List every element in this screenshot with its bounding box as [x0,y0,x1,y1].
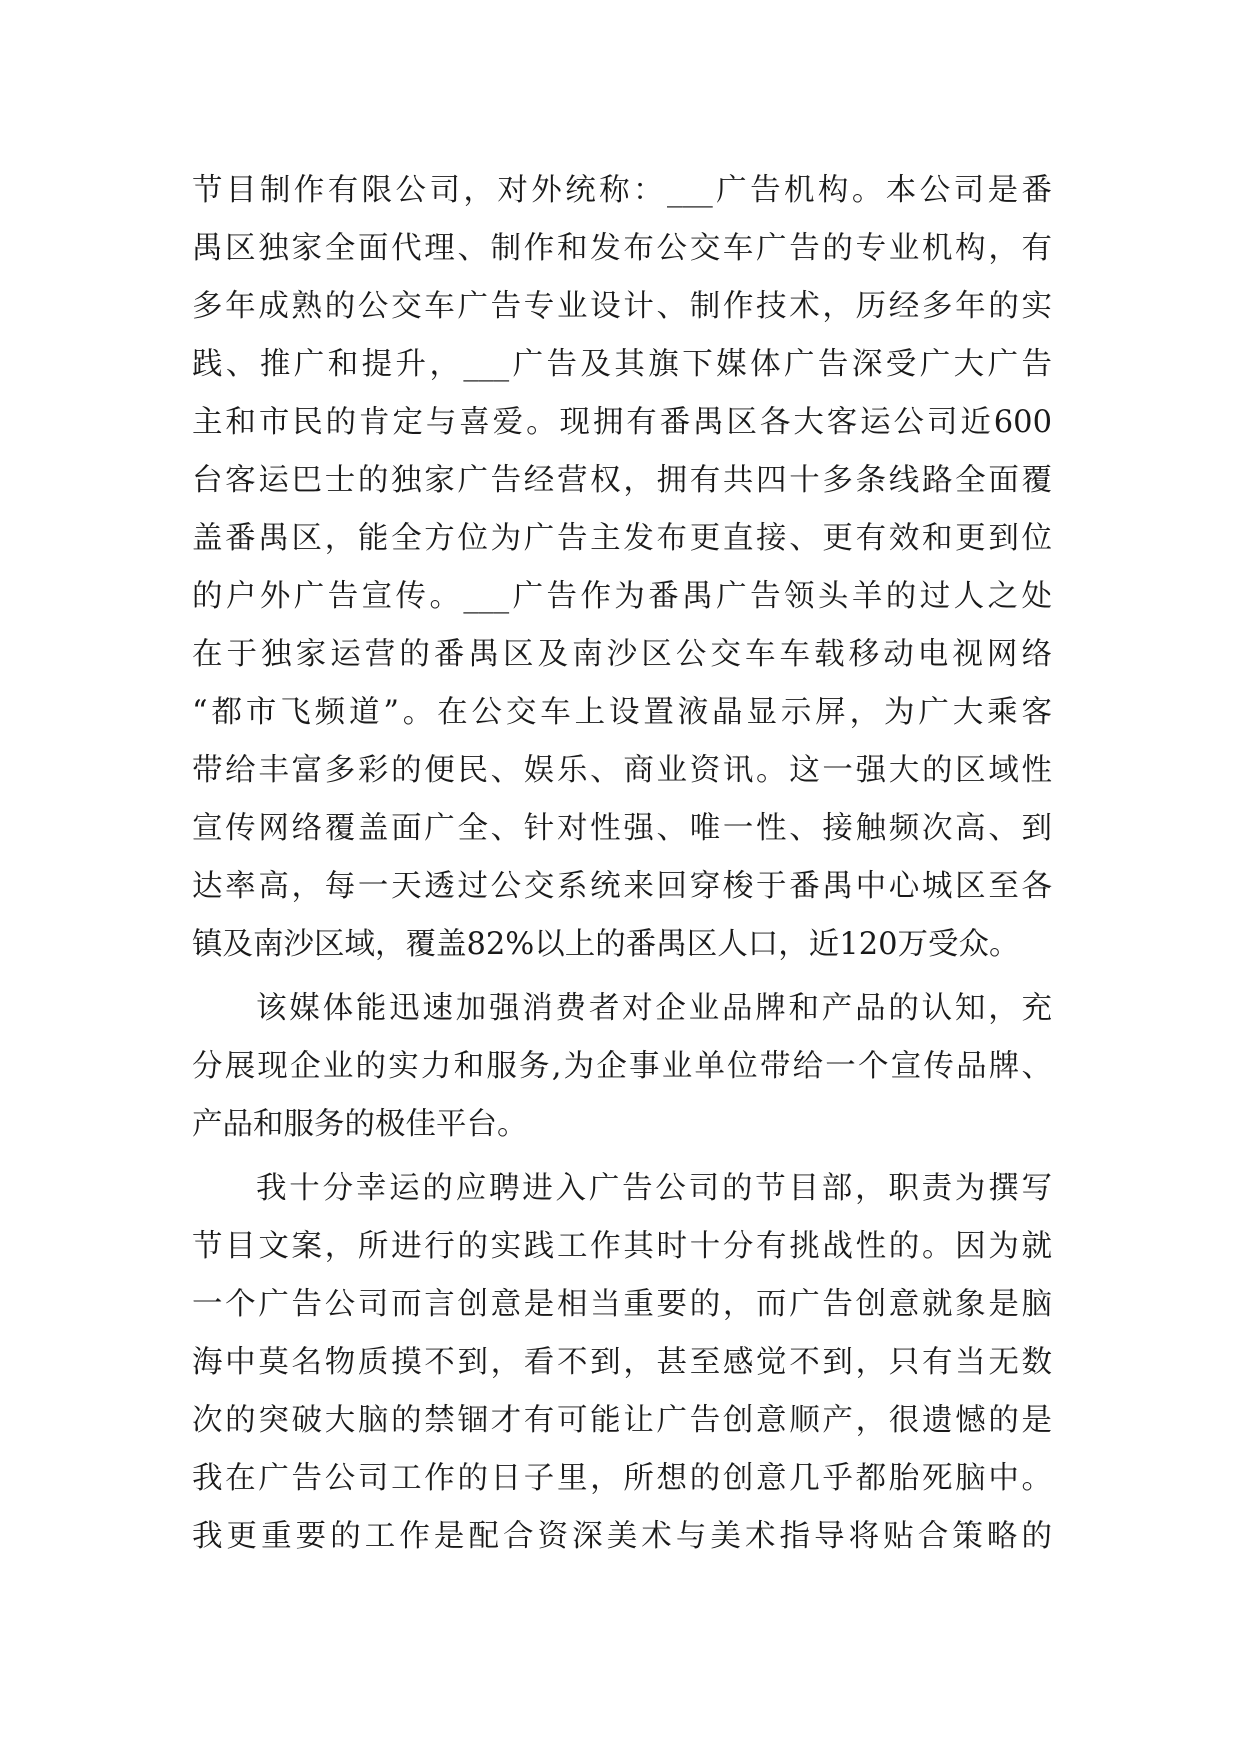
text-line: 主和市民的肯定与喜爱。现拥有番禺区各大客运公司近600 [192,405,1052,440]
text-line: 达率高，每一天透过公交系统来回穿梭于番禺中心城区至各 [192,869,1052,904]
text-line: “都市飞频道”。在公交车上设置液晶显示屏，为广大乘客 [192,695,1052,730]
text-line: 海中莫名物质摸不到，看不到，甚至感觉不到，只有当无数 [192,1345,1052,1380]
text-line: 我十分幸运的应聘进入广告公司的节目部，职责为撰写 [256,1171,1052,1206]
text-line: 我在广告公司工作的日子里，所想的创意几乎都胎死脑中。 [192,1461,1052,1496]
text-line: 节目文案，所进行的实践工作其时十分有挑战性的。因为就 [192,1229,1052,1264]
document-body [192,162,1052,1566]
text-line: 在于独家运营的番禺区及南沙区公交车车载移动电视网络 [192,637,1052,672]
text-line: 践、推广和提升，___广告及其旗下媒体广告深受广大广告 [192,347,1052,382]
text-line: 宣传网络覆盖面广全、针对性强、唯一性、接触频次高、到 [192,811,1052,846]
text-line: 分展现企业的实力和服务,为企事业单位带给一个宣传品牌、 [192,1049,1052,1084]
text-line: 盖番禺区，能全方位为广告主发布更直接、更有效和更到位 [192,521,1052,556]
text-line: 产品和服务的极佳平台。 [192,1107,528,1142]
paragraph-work-experience [192,1160,1052,1566]
text-line: 该媒体能迅速加强消费者对企业品牌和产品的认知，充 [256,991,1052,1026]
text-line: 我更重要的工作是配合资深美术与美术指导将贴合策略的 [192,1519,1052,1554]
text-line: 次的突破大脑的禁锢才有可能让广告创意顺产，很遗憾的是 [192,1403,1052,1438]
text-line: 台客运巴士的独家广告经营权，拥有共四十多条线路全面覆 [192,463,1052,498]
text-line: 禺区独家全面代理、制作和发布公交车广告的专业机构，有 [192,231,1052,266]
text-line: 多年成熟的公交车广告专业设计、制作技术，历经多年的实 [192,289,1052,324]
text-line: 镇及南沙区域，覆盖82%以上的番禺区人口，近120万受众。 [192,927,1020,962]
paragraph-company-intro [192,162,1052,974]
text-line: 带给丰富多彩的便民、娱乐、商业资讯。这一强大的区域性 [192,753,1052,788]
text-line: 节目制作有限公司，对外统称：___广告机构。本公司是番 [192,173,1052,208]
text-line: 的户外广告宣传。___广告作为番禺广告领头羊的过人之处 [192,579,1052,614]
text-line: 一个广告公司而言创意是相当重要的，而广告创意就象是脑 [192,1287,1052,1322]
paragraph-media-value [192,980,1052,1154]
